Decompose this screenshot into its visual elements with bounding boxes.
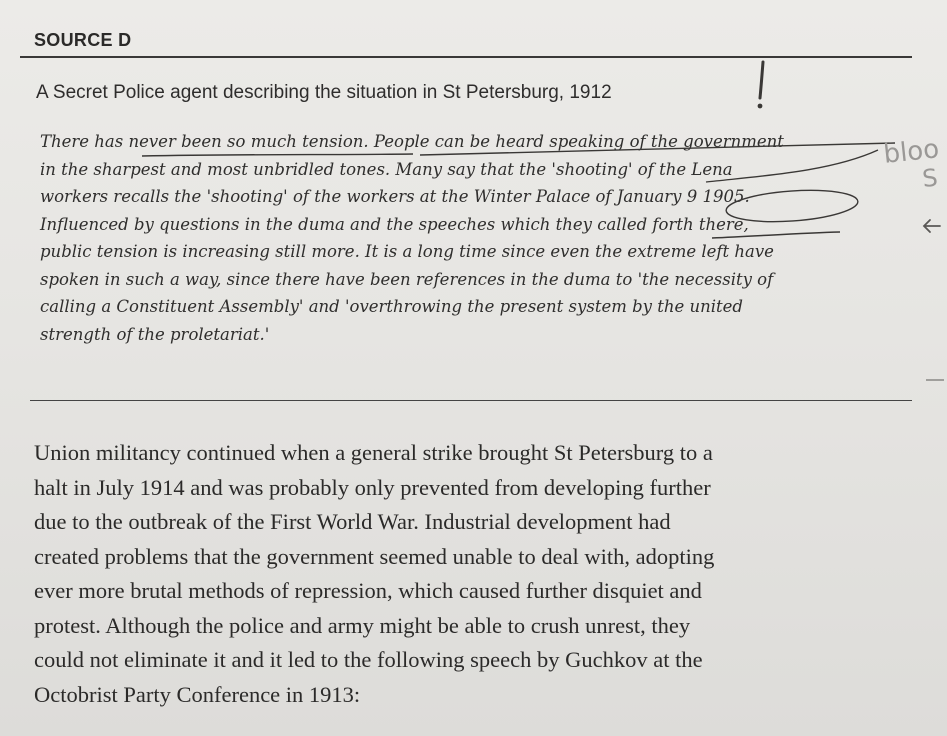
quote-line: public tension is increasing still more. It is a long time since even the extreme left have [40,242,774,261]
quote-line: There has never been so much tension. People can be heard speaking of the government [40,132,784,151]
quote-line: workers recalls the 'shooting' of the workers at the Winter Palace of January 9 1905. [40,187,750,206]
quote-line: Influenced by questions in the duma and the speeches which they called forth there, [40,214,749,234]
body-line: halt in July 1914 and was probably only prevented from developing further [34,474,711,500]
exclamation-mark [760,62,763,98]
bottom-divider [30,400,912,401]
exclamation-dot [758,104,763,109]
body-line: protest. Although the police and army might be able to crush unrest, they [34,612,691,638]
margin-note-line: S [920,163,940,193]
margin-note-line: bloo [882,134,941,170]
source-label: SOURCE D [34,30,132,50]
quote-line: strength of the proletariat.' [40,324,270,344]
quote-line: in the sharpest and most unbridled tones. Many say that the 'shooting' of the Lena [40,159,733,179]
body-line: due to the outbreak of the First World War. Industrial development had [34,509,671,534]
margin-note [882,135,943,196]
body-line: created problems that the government seemed unable to deal with, adopting [34,543,715,569]
body-line: could not eliminate it and it led to the following speech by Guchkov at the [34,647,703,672]
quote-line: spoken in such a way, since there have been references in the duma to 'the necessity of [40,269,774,289]
margin-arrow [924,220,940,232]
source-quote [40,128,900,348]
top-divider [20,56,912,58]
body-line: ever more brutal methods of repression, which caused further disquiet and [34,578,702,603]
body-line: Union militancy continued when a general strike brought St Petersburg to a [34,440,713,465]
body-line: Octobrist Party Conference in 1913: [34,681,361,707]
quote-line: calling a Constituent Assembly' and 'overthrowing the present system by the united [40,297,743,316]
source-caption: A Secret Police agent describing the situation in St Petersburg, 1912 [36,82,612,103]
body-paragraph [34,436,914,712]
